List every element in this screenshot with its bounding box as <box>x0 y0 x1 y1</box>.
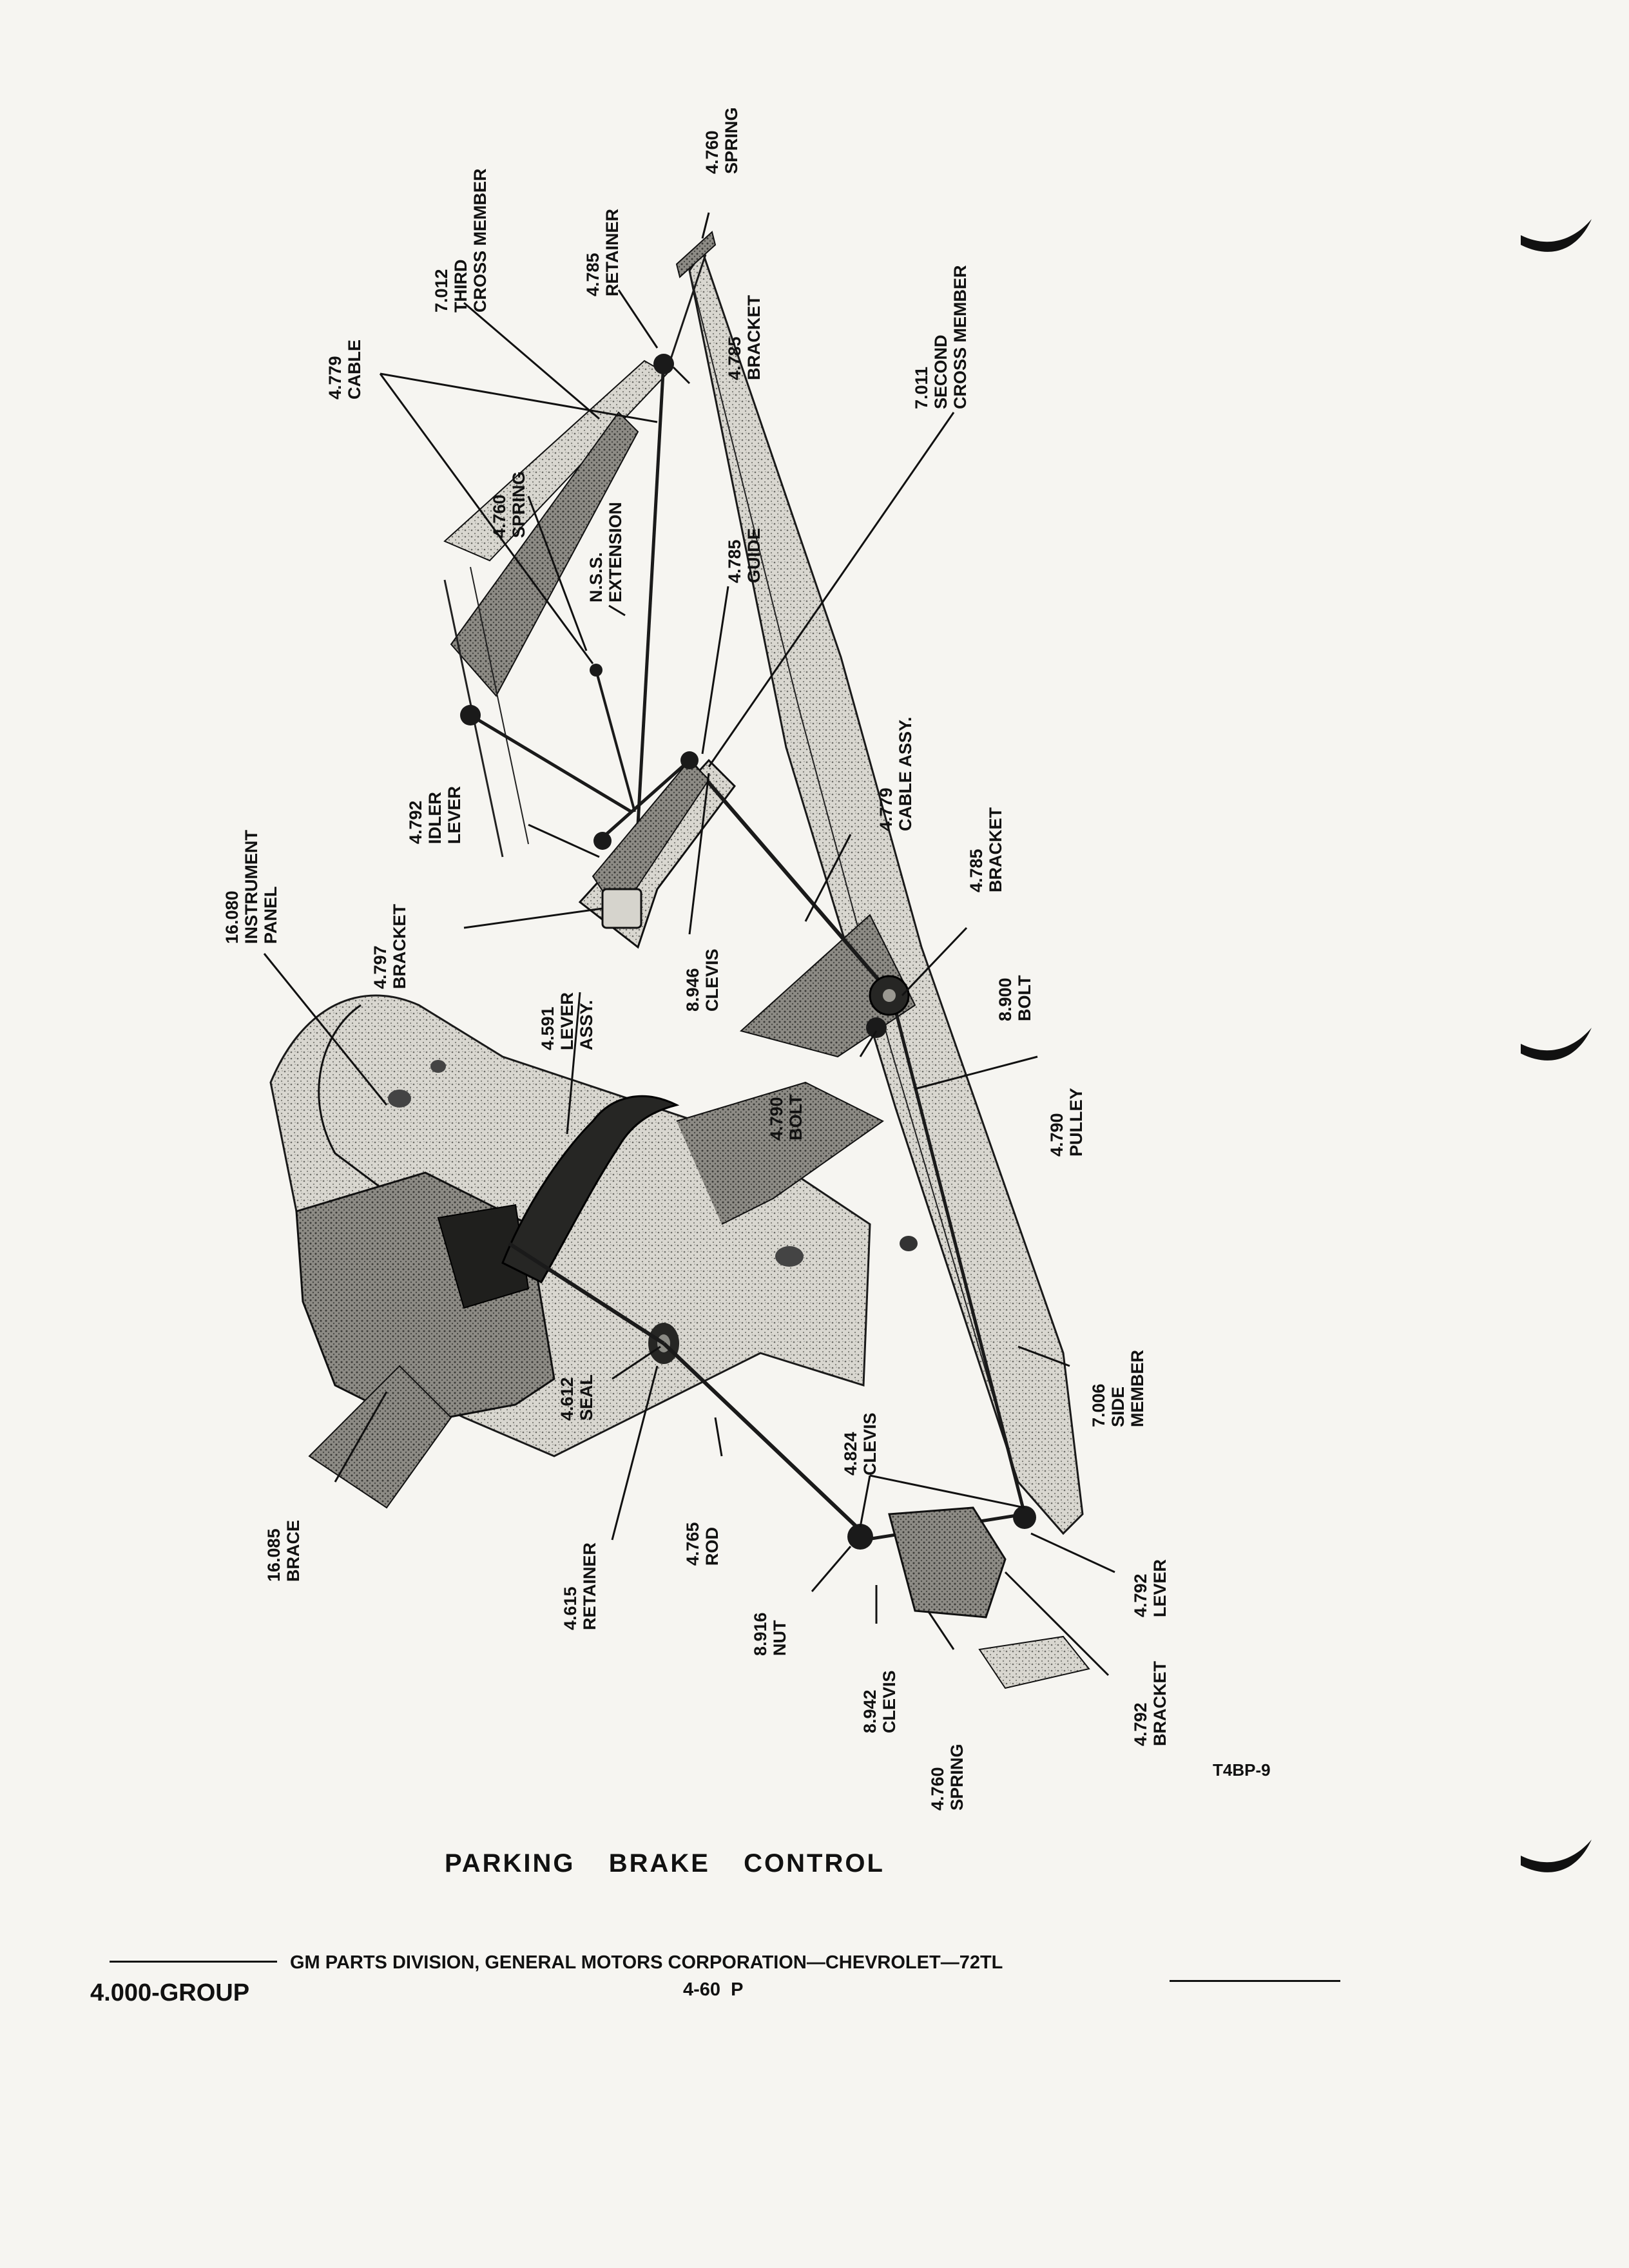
part-number: 4.785 <box>725 539 744 583</box>
part-number: 4.612 <box>557 1377 577 1421</box>
part-name: SPRING <box>947 1744 967 1811</box>
part-number: 4.591 <box>538 1006 557 1050</box>
part-name: RETAINER <box>580 1542 599 1630</box>
part-name: BRACE <box>284 1519 303 1582</box>
footer-group: 4.000-GROUP <box>90 1979 250 2006</box>
callout-7-011-second-cross-member <box>912 265 970 409</box>
part-number: 4.785 <box>967 849 986 892</box>
part-name: SPRING <box>722 107 741 174</box>
part-name-line-2: ASSY. <box>577 999 596 1050</box>
footer-rule-right <box>1170 1980 1340 1982</box>
part-number: 4.760 <box>702 130 722 174</box>
part-name: SECOND <box>931 334 950 409</box>
callout-4-790-bolt <box>767 1095 805 1140</box>
callout-16-080-instrument-panel <box>222 830 280 944</box>
part-name: BRACKET <box>1150 1661 1170 1746</box>
figure-id: T4BP-9 <box>1213 1760 1271 1780</box>
part-number: 4.779 <box>876 787 896 831</box>
callout-nss-extension <box>586 502 625 602</box>
part-name: RETAINER <box>602 208 622 296</box>
footer-rule-left <box>110 1961 277 1963</box>
part-name: GUIDE <box>744 528 764 583</box>
part-name: NUT <box>770 1620 789 1656</box>
part-name: ROD <box>702 1527 722 1566</box>
part-name: CABLE ASSY. <box>896 716 915 831</box>
part-name: BOLT <box>1015 975 1034 1021</box>
callout-4-760-spring-mid <box>490 471 528 538</box>
part-name: BRACKET <box>986 807 1005 892</box>
part-number: 8.916 <box>751 1612 770 1656</box>
callout-4-792-idler-lever <box>406 786 464 844</box>
part-number: 4.797 <box>371 945 390 989</box>
part-name: CLEVIS <box>702 948 722 1012</box>
callout-7-012-third-cross-member <box>432 168 490 312</box>
callout-4-760-spring-top <box>702 107 741 174</box>
part-name: SPRING <box>509 471 528 538</box>
callout-4-765-rod <box>683 1522 722 1566</box>
part-number: 4.824 <box>841 1432 860 1475</box>
part-number: 4.785 <box>583 253 602 296</box>
third-cross-member-bar <box>445 361 667 857</box>
part-number: 4.792 <box>1131 1573 1150 1617</box>
part-name: EXTENSION <box>606 501 625 602</box>
brace-and-lever-bracket <box>296 1173 554 1508</box>
callout-4-615-retainer <box>561 1542 599 1630</box>
part-name: BRACKET <box>390 904 409 989</box>
part-number: 7.011 <box>912 366 931 409</box>
part-name: INSTRUMENT <box>242 830 261 944</box>
callout-4-792-bracket-bottom <box>1131 1661 1170 1746</box>
callout-4-760-spring-bottom <box>928 1744 967 1811</box>
part-number: 4.765 <box>683 1522 702 1566</box>
part-number: 4.792 <box>1131 1702 1150 1746</box>
part-number: 4.779 <box>325 356 345 399</box>
part-number: 4.785 <box>725 336 744 380</box>
part-name: LEVER <box>1150 1559 1170 1617</box>
part-number: 4.760 <box>928 1767 947 1811</box>
callout-4-824-clevis <box>841 1412 880 1475</box>
part-number: 8.942 <box>860 1689 880 1733</box>
part-number: 8.900 <box>996 977 1015 1021</box>
part-name: IDLER <box>425 792 445 844</box>
footer-page-number: 4-60 P <box>683 1979 744 2000</box>
part-name: PULLEY <box>1066 1088 1086 1157</box>
part-number: 7.006 <box>1089 1383 1108 1427</box>
callout-4-785-bracket-mid <box>967 807 1005 892</box>
part-name: LEVER <box>557 992 577 1050</box>
callout-4-612-seal <box>557 1374 596 1421</box>
part-name: SEAL <box>577 1374 596 1421</box>
callout-4-785-bracket-top <box>725 295 764 380</box>
part-number: 8.946 <box>683 968 702 1012</box>
part-name: THIRD <box>451 259 470 312</box>
part-number: 4.760 <box>490 494 509 538</box>
callout-8-916-nut <box>751 1612 789 1656</box>
part-name-line-2: CROSS MEMBER <box>950 265 970 409</box>
part-name: BOLT <box>786 1094 805 1140</box>
callout-4-797-bracket <box>371 904 409 989</box>
callout-4-779-cable-top <box>325 340 364 399</box>
callout-4-790-pulley <box>1047 1088 1086 1157</box>
rear-lever-bracket <box>847 1506 1089 1688</box>
part-name: CLEVIS <box>860 1412 880 1475</box>
callout-8-900-bolt <box>996 975 1034 1021</box>
part-name: SIDE <box>1108 1386 1128 1427</box>
part-number: 16.080 <box>222 890 242 944</box>
callout-4-792-lever <box>1131 1559 1170 1617</box>
page-title: PARKING BRAKE CONTROL <box>445 1849 885 1878</box>
binder-tabs <box>1521 219 1592 1872</box>
part-name: CABLE <box>345 340 364 399</box>
part-number: N.S.S. <box>586 552 606 602</box>
callout-4-785-retainer <box>583 209 622 296</box>
part-number: 4.615 <box>561 1586 580 1630</box>
footer-publisher: GM PARTS DIVISION, GENERAL MOTORS CORPORATION—CHEVROLET—72TL <box>290 1952 1003 1973</box>
part-name: CLEVIS <box>880 1670 899 1733</box>
callout-4-785-guide <box>725 528 764 583</box>
part-number: 4.790 <box>1047 1113 1066 1157</box>
part-name-line-2: LEVER <box>445 785 464 844</box>
callout-8-946-clevis <box>683 948 722 1012</box>
part-name-line-2: PANEL <box>261 886 280 944</box>
part-number: 16.085 <box>264 1528 284 1582</box>
callout-4-779-cable-assy <box>876 716 915 831</box>
callout-8-942-clevis <box>860 1670 899 1733</box>
part-name-line-2: MEMBER <box>1128 1350 1147 1427</box>
part-name: BRACKET <box>744 295 764 380</box>
part-number: 4.792 <box>406 800 425 844</box>
part-number: 7.012 <box>432 269 451 312</box>
callout-4-591-lever-assy <box>538 992 596 1050</box>
callout-7-006-side-member <box>1089 1350 1147 1427</box>
callout-16-085-brace <box>264 1520 303 1582</box>
part-number: 4.790 <box>767 1097 786 1140</box>
part-name-line-2: CROSS MEMBER <box>470 168 490 312</box>
